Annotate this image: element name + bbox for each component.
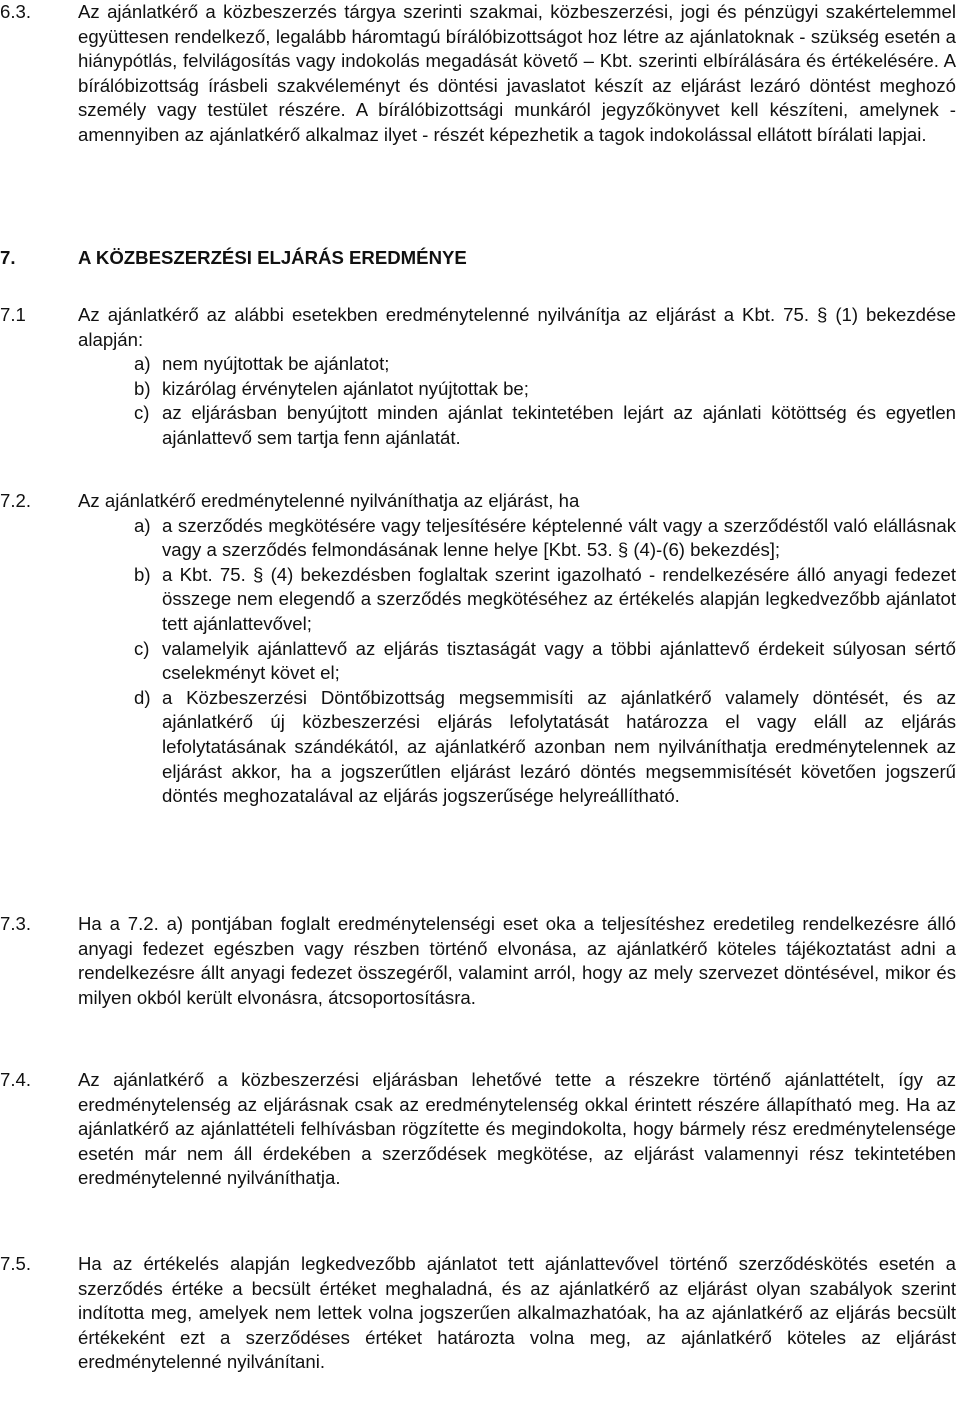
section-number: 7.4. xyxy=(0,1069,32,1090)
item-text: a Közbeszerzési Döntőbizottság megsemmisíti az ajánlatkérő valamely döntését, és az ajánlatkérő új közbeszerzési eljárás lefolytatását határozza el vagy eláll az eljárás lefolytatásának szándékától, az ajánlatkérő azonban nem nyilváníthatja eredménytelennek az eljárást akkor, ha a jogszerűtlen eljárást lezáró döntés megsemmisítését követően jogszerű döntés meghozatalával az eljárás jogszerűsége helyreállítható. xyxy=(162,686,956,807)
list-item xyxy=(134,401,956,450)
section-6-3 xyxy=(0,0,960,148)
list-item xyxy=(134,686,956,809)
list-item xyxy=(134,352,956,377)
section-text: Az ajánlatkérő a közbeszerzési eljárásban lehetővé tette a részekre történő ajánlattételt, így az eredménytelenség az eljárásnak csak az eredménytelenség okkal érintett részére állapítható meg. Ha az ajánlatkérő az ajánlattételi felhívásban rögzítette és megindokolta, hogy bármely rész eredménytelensége esetén már nem áll érdekében a szerződések megkötése, az eljárást valamennyi rész tekintetében eredménytelenné nyilváníthatja. xyxy=(78,1069,956,1189)
section-text: Az ajánlatkérő eredménytelenné nyilváníthatja az eljárást, ha xyxy=(78,490,580,511)
item-label: c) xyxy=(134,402,150,424)
item-label: b) xyxy=(134,563,151,585)
item-text: az eljárásban benyújtott minden ajánlat tekintetében lejárt az ajánlati kötöttség és egyetlen ajánlattevő sem tartja fenn ajánlatát. xyxy=(162,402,956,448)
item-label: d) xyxy=(134,686,151,708)
section-heading: A KÖZBESZERZÉSI ELJÁRÁS EREDMÉNYE xyxy=(78,247,467,268)
section-number: 7.5. xyxy=(0,1253,32,1274)
item-label: b) xyxy=(134,377,151,399)
item-text: nem nyújtottak be ajánlatot; xyxy=(162,353,390,375)
list-item xyxy=(134,637,956,686)
item-list xyxy=(134,352,956,450)
section-text: Az ajánlatkérő a közbeszerzés tárgya szerinti szakmai, közbeszerzési, jogi és pénzügyi szakértelemmel együttesen rendelkező, legalább háromtagú bírálóbizottságot hoz létre az ajánlatoknak - szükség esetén a hiánypótlás, felvilágosítás vagy indokolás megadását követő – Kbt. szerinti elbírálására és értékelésére. A bírálóbizottság írásbeli szakvéleményt és döntési javaslatot készít az eljárást lezáró döntést meghozó személy vagy testület részére. A bírálóbizottsági munkáról jegyzőkönyvet kell készíteni, amelynek - amennyiben az ajánlatkérő alkalmaz ilyet - részét képezhetik a tagok indokolással ellátott bírálati lapjai. xyxy=(78,1,956,145)
list-item xyxy=(134,563,956,637)
section-text: Az ajánlatkérő az alábbi esetekben eredménytelenné nyilvánítja az eljárást a Kbt. 75. § (1) bekezdése alapján: xyxy=(78,304,956,350)
item-text: a Kbt. 75. § (4) bekezdésben foglaltak szerint igazolható - rendelkezésére álló anyagi fedezet összege nem elegendő a szerződés megkötéséhez az értékelés alapján legkedvezőbb ajánlatot tett ajánlattevővel; xyxy=(162,563,956,634)
section-7-heading xyxy=(0,246,960,271)
item-text: kizárólag érvénytelen ajánlatot nyújtottak be; xyxy=(162,377,529,399)
item-label: a) xyxy=(134,353,151,375)
section-number: 7.2. xyxy=(0,490,32,511)
section-7-5 xyxy=(0,1252,960,1375)
section-7-2 xyxy=(0,489,960,809)
list-item xyxy=(134,377,956,402)
section-text: Ha a 7.2. a) pontjában foglalt eredménytelenségi eset oka a teljesítéshez eredetileg rendelkezésre álló anyagi fedezet egészben vagy részben történő elvonása, az ajánlatkérő köteles tájékoztatást adni a rendelkezésre állt anyagi fedezet összegéről, valamint arról, hogy az mely szervezet döntésével, mikor és milyen okból került elvonásra, átcsoportosításra. xyxy=(78,913,956,1008)
list-item xyxy=(134,514,956,563)
section-text: Ha az értékelés alapján legkedvezőbb ajánlatot tett ajánlattevővel történő szerződéskötés esetén a szerződés értéke a becsült értéket meghaladná, és az ajánlatkérő az eljárást olyan szabályok szerint indította meg, amelyek nem lettek volna jogszerűen alkalmazhatóak, ha az ajánlatkérő az eljárás becsült értékeként ezt a szerződéses értéket határozta volna meg, az ajánlatkérő köteles az eljárást eredménytelenné nyilvánítani. xyxy=(78,1253,956,1373)
item-list xyxy=(134,514,956,809)
section-number: 6.3. xyxy=(0,1,32,22)
section-number: 7.3. xyxy=(0,913,32,934)
section-number: 7. xyxy=(0,247,16,268)
section-7-3 xyxy=(0,912,960,1010)
section-number: 7.1 xyxy=(0,304,26,325)
section-7-1 xyxy=(0,303,960,451)
item-text: valamelyik ajánlattevő az eljárás tisztaságát vagy a többi ajánlattevő érdekeit súlyosan sértő cselekményt követ el; xyxy=(162,637,956,684)
item-label: c) xyxy=(134,637,150,659)
section-7-4 xyxy=(0,1068,960,1191)
item-text: a szerződés megkötésére vagy teljesítésére képtelenné vált vagy a szerződéstől való elállásnak vagy a szerződés felmondásának lenne helye [Kbt. 53. § (4)-(6) bekezdés]; xyxy=(162,514,956,561)
item-label: a) xyxy=(134,514,151,536)
